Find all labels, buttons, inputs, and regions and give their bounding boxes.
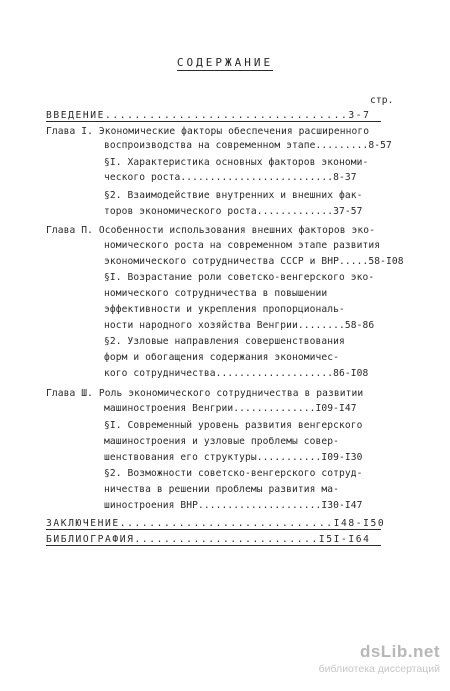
toc-entry: ничества в решении проблемы развития ма- [104, 484, 340, 495]
toc-entry: §2. Возможности советско-венгерского сотруд- [104, 468, 363, 479]
page-title [0, 56, 450, 69]
toc-entry: §I. Современный уровень развития венгерского [104, 420, 363, 431]
toc-entry: §I. Характеристика основных факторов экономи- [104, 157, 369, 168]
toc-entry: ЗАКЛЮЧЕНИЕ.............................I48-I50 [46, 518, 386, 529]
toc-entry: экономического сотрудничества СССР и ВНР.....58-I08 [104, 256, 404, 267]
toc-entry: ности народного хозяйства Венгрии........58-86 [104, 320, 375, 331]
toc-entry: воспроизводства на современном этапе.........8-57 [104, 140, 392, 151]
toc-entry: Глава I. Экономические факторы обеспечения расширенного [46, 126, 370, 137]
toc-entry: §2. Узловые направления совершенствования [104, 336, 345, 347]
toc-entry: §I. Возрастание роли советско-венгерского эко- [104, 272, 375, 283]
title-text: СОДЕРЖАНИЕ [176, 56, 274, 69]
toc-entry: форм и обогащения содержания экономичес- [104, 352, 340, 363]
toc-entry: номического сотрудничества в повышении [104, 288, 328, 299]
watermark [319, 642, 440, 675]
toc-entry: кого сотрудничества....................86-I08 [104, 368, 369, 379]
toc-entry: БИБЛИОГРАФИЯ.........................I5I-I64 [46, 534, 371, 545]
toc-entry: ВВЕДЕНИЕ.................................3-7 [46, 110, 371, 121]
toc-underline [46, 121, 381, 122]
toc-underline [46, 545, 381, 546]
toc-entry: Глава Ш. Роль экономического сотрудничества в развитии [46, 388, 364, 399]
toc-entry: шиностроения ВНР.....................I30-I47 [104, 500, 363, 511]
toc-entry: эффективности и укрепления пропорциональ- [104, 304, 345, 315]
watermark-logo: dsLib.net [359, 642, 440, 661]
toc-entry: торов экономического роста.............37-57 [104, 206, 363, 217]
toc-entry: шенствования его структуры...........I09-I30 [104, 452, 363, 463]
page-column-label: стр. [370, 95, 394, 106]
watermark-subtitle: библиотека диссертаций [318, 663, 440, 675]
toc-entry: машиностроения Венгрии..............I09-I47 [104, 403, 357, 414]
toc-entry: номического роста на современном этапе развития [104, 240, 381, 251]
toc-entry: ческого роста..........................8-37 [104, 172, 357, 183]
toc-entry: машиностроения и узловые проблемы совер- [104, 436, 340, 447]
toc-entry: Глава П. Особенности использования внешних факторов эко- [46, 225, 376, 236]
toc-entry: §2. Взаимодействие внутренних и внешних фак- [104, 190, 363, 201]
toc-underline [46, 529, 381, 530]
